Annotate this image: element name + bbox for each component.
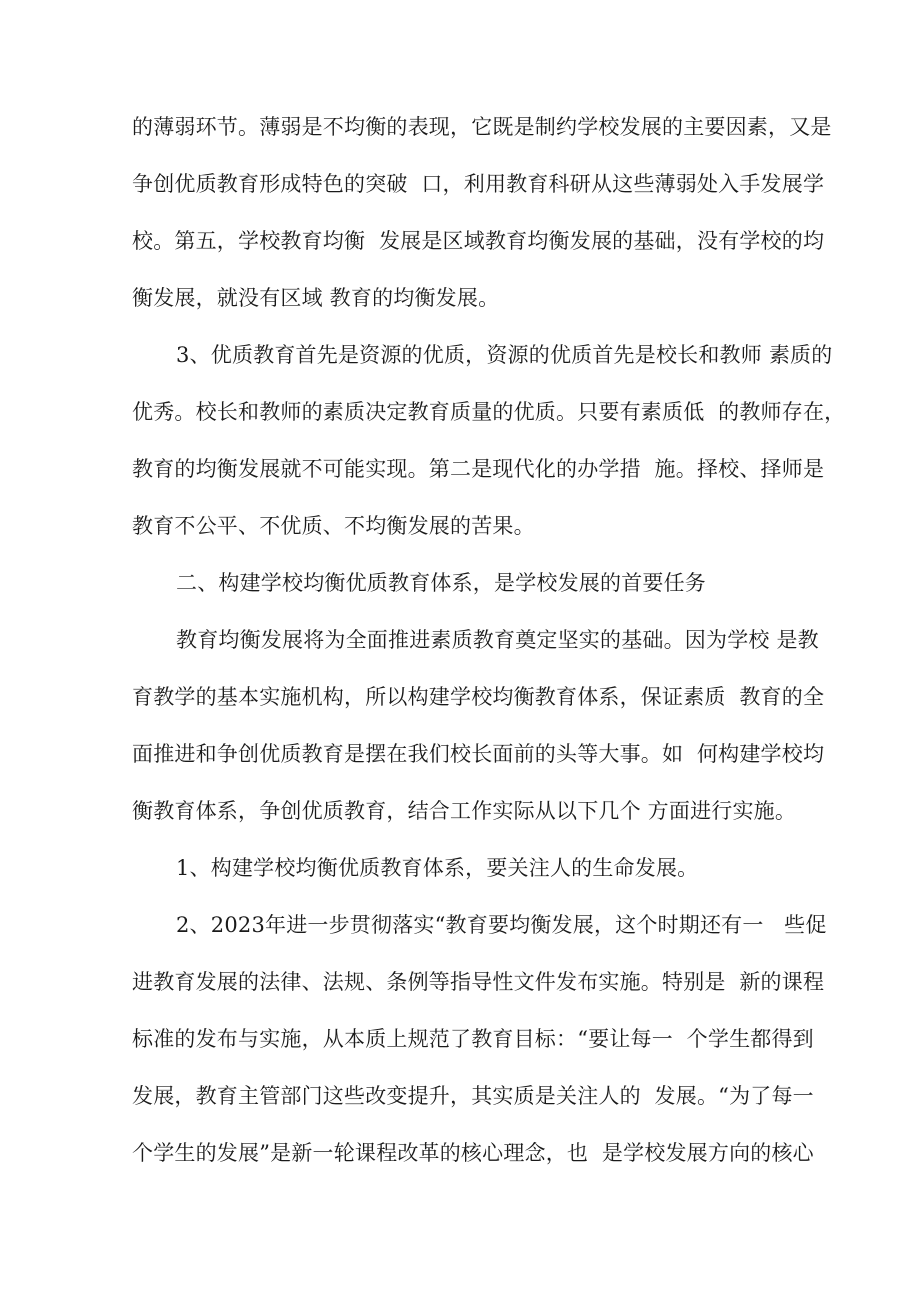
paragraph-line: 教育的均衡发展就不可能实现。第二是现代化的办学措 施。择校、择师是: [132, 457, 825, 481]
paragraph-line: 的薄弱环节。薄弱是不均衡的表现，它既是制约学校发展的主要因素，又是: [132, 115, 832, 139]
paragraph-line: 面推进和争创优质教育是摆在我们校长面前的头等大事。如 何构建学校均: [132, 742, 825, 766]
paragraph-line: 优秀。校长和教师的素质决定教育质量的优质。只要有素质低 的教师存在，: [132, 400, 846, 424]
paragraph-line: 教育均衡发展将为全面推进素质教育奠定坚实的基础。因为学校 是教: [176, 628, 819, 652]
paragraph-line: 衡教育体系，争创优质教育，结合工作实际从以下几个 方面进行实施。: [132, 799, 797, 823]
paragraph-line: 育教学的基本实施机构，所以构建学校均衡教育体系，保证素质 教育的全: [132, 685, 825, 709]
paragraph-line: 标准的发布与实施，从本质上规范了教育目标：“要让每一 个学生都得到: [132, 1027, 814, 1051]
paragraph-line: 1、构建学校均衡优质教育体系，要关注人的生命发展。: [176, 856, 699, 880]
paragraph-line: 发展，教育主管部门这些改变提升，其实质是关注人的 发展。“为了每一: [132, 1084, 814, 1108]
section-heading: 二、构建学校均衡优质教育体系，是学校发展的首要任务: [176, 571, 706, 595]
paragraph-line: 2、2023年进一步贯彻落实“教育要均衡发展，这个时期还有一 些促: [176, 913, 827, 937]
paragraph-line: 3、优质教育首先是资源的优质，资源的优质首先是校长和教师 素质的: [176, 343, 833, 367]
paragraph-line: 争创优质教育形成特色的突破 口，利用教育科研从这些薄弱处入手发展学: [132, 172, 825, 196]
paragraph-line: 衡发展，就没有区域 教育的均衡发展。: [132, 286, 500, 310]
paragraph-line: 个学生的发展”是新一轮课程改革的核心理念，也 是学校发展方向的核心: [132, 1141, 814, 1165]
paragraph-line: 校。第五，学校教育均衡 发展是区域教育均衡发展的基础，没有学校的均: [132, 229, 825, 253]
paragraph-line: 进教育发展的法律、法规、条例等指导性文件发布实施。特别是 新的课程: [132, 970, 825, 994]
paragraph-line: 教育不公平、不优质、不均衡发展的苦果。: [132, 514, 535, 538]
